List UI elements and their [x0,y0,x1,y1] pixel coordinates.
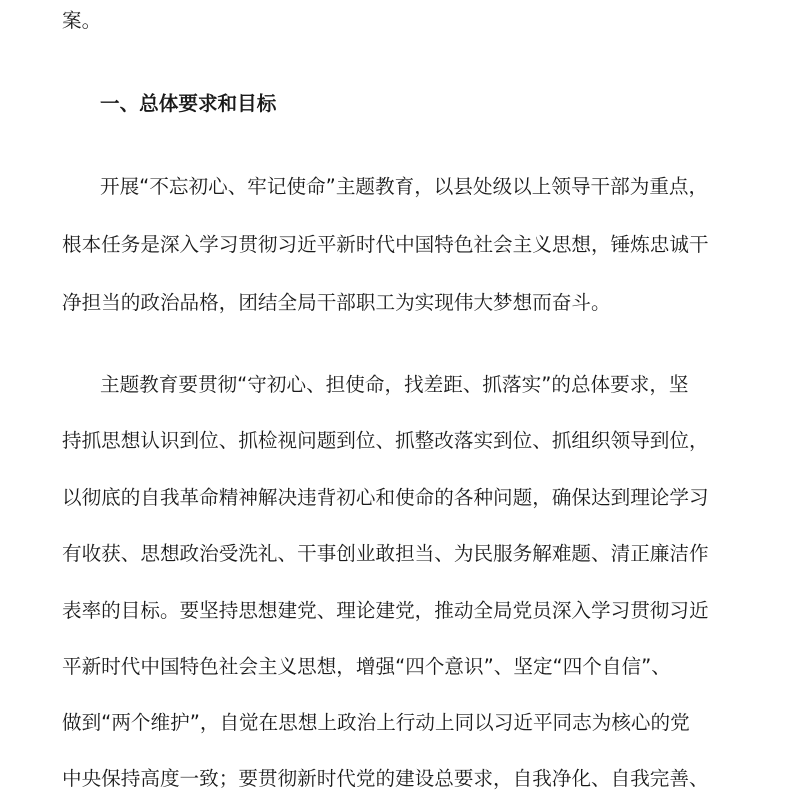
paragraph-1-line-3: 净担当的政治品格，团结全局干部职工为实现伟大梦想而奋斗。 [62,291,611,314]
paragraph-2-line-3: 以彻底的自我革命精神解决违背初心和使命的各种问题，确保达到理论学习 [62,486,709,509]
paragraph-2-line-1: 主题教育要贯彻“守初心、担使命，找差距、抓落实”的总体要求，坚 [100,373,689,396]
paragraph-1-line-2: 根本任务是深入学习贯彻习近平新时代中国特色社会主义思想，锤炼忠诚干 [62,233,709,256]
paragraph-2-line-7: 做到“两个维护”，自觉在思想上政治上行动上同以习近平同志为核心的党 [62,711,690,734]
text-line-fragment: 案。 [62,9,102,32]
paragraph-2-line-2: 持抓思想认识到位、抓检视问题到位、抓整改落实到位、抓组织领导到位， [62,429,709,452]
paragraph-1-line-1: 开展“不忘初心、牢记使命”主题教育，以县处级以上领导干部为重点， [100,175,709,198]
paragraph-2-line-5: 表率的目标。要坚持思想建党、理论建党，推动全局党员深入学习贯彻习近 [62,599,709,622]
paragraph-2-line-4: 有收获、思想政治受洗礼、干事创业敢担当、为民服务解难题、清正廉洁作 [62,542,709,565]
section-heading: 一、总体要求和目标 [100,92,277,115]
paragraph-2-line-8: 中央保持高度一致；要贯彻新时代党的建设总要求，自我净化、自我完善、 [62,767,709,790]
paragraph-2-line-6: 平新时代中国特色社会主义思想，增强“四个意识”、坚定“四个自信”、 [62,655,671,678]
